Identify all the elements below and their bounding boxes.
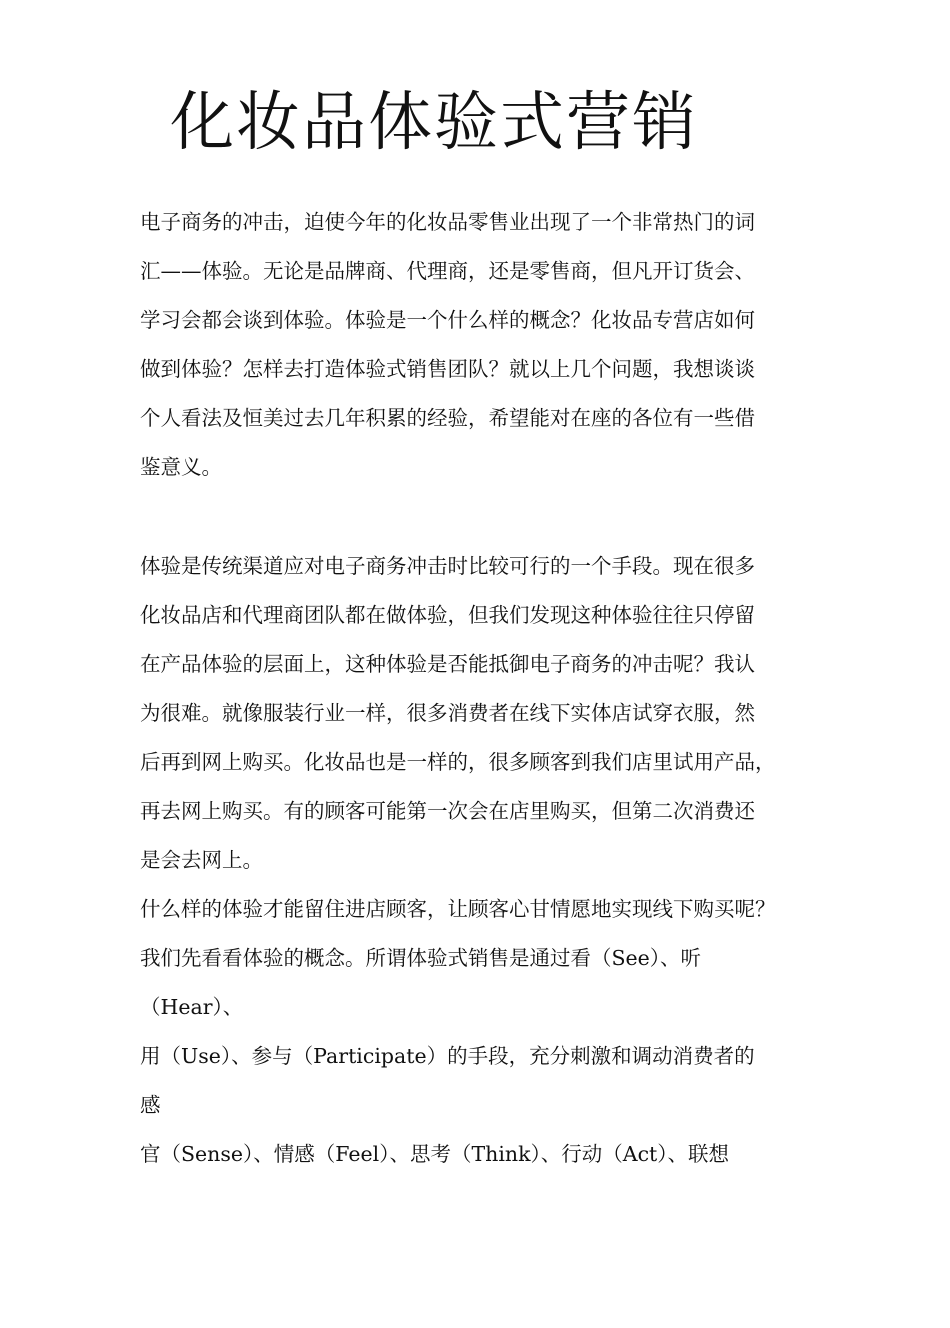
paragraph-1-line-4: 做到体验？怎样去打造体验式销售团队？就以上几个问题，我想谈谈 <box>140 357 755 381</box>
paragraph-1-line-3: 学习会都会谈到体验。体验是一个什么样的概念？化妆品专营店如何 <box>140 308 755 332</box>
paragraph-1-line-6: 鉴意义。 <box>140 455 222 479</box>
paragraph-3-line-1: 什么样的体验才能留住进店顾客，让顾客心甘情愿地实现线下购买呢？ <box>140 897 776 921</box>
paragraph-2-line-7: 是会去网上。 <box>140 848 263 872</box>
paragraph-3-line-5: 感 <box>140 1093 161 1117</box>
paragraph-1-line-1: 电子商务的冲击，迫使今年的化妆品零售业出现了一个非常热门的词 <box>140 210 755 234</box>
paragraph-1-line-5: 个人看法及恒美过去几年积累的经验，希望能对在座的各位有一些借 <box>140 406 755 430</box>
paragraph-2-line-3: 在产品体验的层面上，这种体验是否能抵御电子商务的冲击呢？我认 <box>140 652 755 676</box>
paragraph-2-line-5: 后再到网上购买。化妆品也是一样的，很多顾客到我们店里试用产品， <box>140 750 776 774</box>
paragraph-2-line-2: 化妆品店和代理商团队都在做体验，但我们发现这种体验往往只停留 <box>140 603 755 627</box>
paragraph-3-line-4: 用（Use）、参与（Participate）的手段，充分刺激和调动消费者的 <box>140 1044 755 1068</box>
paragraph-1-line-2: 汇——体验。无论是品牌商、代理商，还是零售商，但凡开订货会、 <box>140 259 755 283</box>
paragraph-3-line-3: （Hear）、 <box>140 995 244 1019</box>
paragraph-2-line-4: 为很难。就像服装行业一样，很多消费者在线下实体店试穿衣服，然 <box>140 701 755 725</box>
paragraph-2-line-6: 再去网上购买。有的顾客可能第一次会在店里购买，但第二次消费还 <box>140 799 755 823</box>
paragraph-3-line-6: 官（Sense）、情感（Feel）、思考（Think）、行动（Act）、联想 <box>140 1142 730 1166</box>
paragraph-3-line-2: 我们先看看体验的概念。所谓体验式销售是通过看（See）、听 <box>140 946 702 970</box>
document-title: 化妆品体验式营销 <box>170 86 698 160</box>
paragraph-2-line-1: 体验是传统渠道应对电子商务冲击时比较可行的一个手段。现在很多 <box>140 554 755 578</box>
